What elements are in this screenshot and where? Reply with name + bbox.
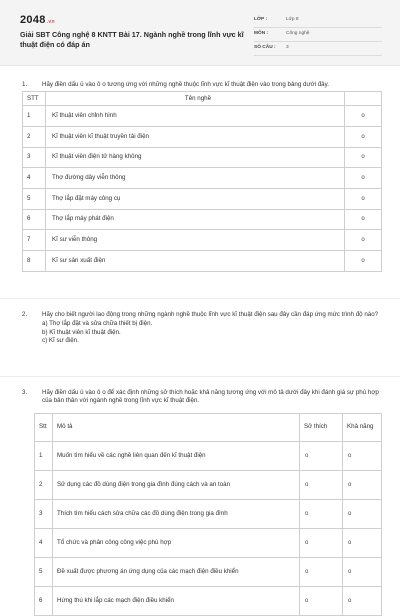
question-2	[22, 311, 382, 345]
column-header-stt: Stt	[35, 413, 53, 441]
row-number: 6	[23, 209, 46, 230]
empty-box-icon: o	[361, 195, 365, 202]
column-header-name: Tên nghề	[46, 92, 345, 106]
description: Tổ chức và phân công công việc phù hợp	[53, 528, 300, 557]
check-box[interactable]	[345, 189, 382, 210]
empty-box-icon: o	[348, 597, 352, 604]
ability-check-box[interactable]	[343, 470, 382, 499]
row-number: 4	[35, 528, 53, 557]
job-name: Thợ đường dây viễn thông	[46, 168, 345, 189]
check-box[interactable]	[345, 230, 382, 251]
row-number: 2	[35, 470, 53, 499]
job-name: Kĩ thuật viên chỉnh hình	[46, 106, 345, 127]
empty-box-icon: o	[361, 216, 365, 223]
row-number: 5	[35, 557, 53, 586]
column-header-stt: STT	[23, 92, 46, 106]
question-text: Hãy cho biết người lao động trong những ngành nghề thuộc lĩnh vực kĩ thuật điện sau đây cần đáp ứng mức trình độ nào?	[42, 311, 379, 318]
question-1	[22, 81, 382, 272]
check-box[interactable]	[345, 168, 382, 189]
row-number: 7	[23, 230, 46, 251]
empty-box-icon: o	[305, 510, 309, 517]
table-row	[35, 586, 382, 615]
meta-row-class	[254, 14, 382, 28]
empty-box-icon: o	[361, 113, 365, 120]
table-row	[35, 557, 382, 586]
table-row	[23, 209, 382, 230]
check-box[interactable]	[345, 147, 382, 168]
row-number: 1	[35, 441, 53, 470]
question-number: 3.	[22, 389, 28, 396]
question-number: 2.	[22, 311, 28, 318]
description: Hứng thú khi lắp các mạch điện điều khiển	[53, 586, 300, 615]
column-header-check	[345, 92, 382, 106]
empty-box-icon: o	[348, 568, 352, 575]
column-header-description: Mô tả	[53, 413, 300, 441]
question-3-table	[34, 413, 382, 616]
row-number: 1	[23, 106, 46, 127]
empty-box-icon: o	[361, 175, 365, 182]
job-name: Kĩ sư sản xuất điện	[46, 251, 345, 272]
ability-check-box[interactable]	[343, 499, 382, 528]
check-box[interactable]	[345, 106, 382, 127]
table-row	[35, 499, 382, 528]
description: Đề xuất được phương án ứng dụng của các mạch điện điều khiển	[53, 557, 300, 586]
table-row	[23, 189, 382, 210]
empty-box-icon: o	[305, 597, 309, 604]
answer-item: a) Thợ lắp đặt và sửa chữa thiết bị điện.	[42, 320, 153, 328]
question-3	[22, 389, 382, 616]
document-header	[0, 0, 400, 66]
job-name: Kĩ thuật viên kĩ thuật truyền tải điện	[46, 127, 345, 148]
meta-row-subject	[254, 28, 382, 42]
meta-value: Lớp 8	[286, 17, 299, 23]
hobby-check-box[interactable]	[300, 499, 343, 528]
table-row	[35, 441, 382, 470]
ability-check-box[interactable]	[343, 528, 382, 557]
table-header-row	[35, 413, 382, 441]
table-row	[23, 168, 382, 189]
empty-box-icon: o	[361, 154, 365, 161]
description: Thích tìm hiểu cách sửa chữa các đồ dùng điện trong gia đình	[53, 499, 300, 528]
meta-label: MÔN :	[254, 31, 269, 37]
table-row	[23, 127, 382, 148]
hobby-check-box[interactable]	[300, 557, 343, 586]
meta-row-count	[254, 42, 382, 56]
row-number: 3	[23, 147, 46, 168]
check-box[interactable]	[345, 127, 382, 148]
hobby-check-box[interactable]	[300, 528, 343, 557]
section-divider	[0, 298, 400, 299]
question-number: 1.	[22, 81, 28, 88]
ability-check-box[interactable]	[343, 441, 382, 470]
table-row	[23, 147, 382, 168]
table-row	[23, 230, 382, 251]
row-number: 8	[23, 251, 46, 272]
meta-label: LỚP :	[254, 17, 268, 23]
job-name: Thợ lắp đặt máy công cụ	[46, 189, 345, 210]
hobby-check-box[interactable]	[300, 470, 343, 499]
empty-box-icon: o	[305, 452, 309, 459]
empty-box-icon: o	[305, 568, 309, 575]
question-text: Hãy điền dấu ü vào ô o để xác định những sở thích hoặc khả năng tương ứng với mô tả dưới đây khi đánh giá sự phù hợp của bản thân với ngành nghề trong lĩnh vực kĩ thuật điện.	[42, 389, 379, 405]
question-text: Hãy điền dấu ü vào ô o tương ứng với những nghề thuộc lĩnh vực kĩ thuật điện vào trong bảng dưới đây.	[42, 81, 329, 88]
site-logo[interactable]	[20, 13, 55, 28]
logo-text: 2048	[20, 14, 46, 26]
meta-info	[254, 14, 382, 56]
meta-label: SỐ CÂU :	[254, 45, 276, 51]
empty-box-icon: o	[361, 133, 365, 140]
answer-item: b) Kĩ thuật viên kĩ thuật điện.	[42, 328, 121, 336]
table-row	[23, 106, 382, 127]
hobby-check-box[interactable]	[300, 441, 343, 470]
row-number: 2	[23, 127, 46, 148]
meta-value: Công nghệ	[286, 31, 310, 37]
check-box[interactable]	[345, 251, 382, 272]
empty-box-icon: o	[305, 481, 309, 488]
row-number: 3	[35, 499, 53, 528]
empty-box-icon: o	[361, 257, 365, 264]
empty-box-icon: o	[348, 510, 352, 517]
table-header-row	[23, 92, 382, 106]
hobby-check-box[interactable]	[300, 586, 343, 615]
empty-box-icon: o	[348, 452, 352, 459]
meta-value: 3	[286, 45, 289, 51]
column-header-ability: Khả năng	[343, 413, 382, 441]
row-number: 5	[23, 189, 46, 210]
job-name: Thợ lắp máy phát điện	[46, 209, 345, 230]
logo-suffix: .vn	[46, 19, 55, 25]
row-number: 4	[23, 168, 46, 189]
question-1-table	[22, 91, 382, 272]
answer-list	[42, 320, 382, 345]
empty-box-icon: o	[348, 481, 352, 488]
section-divider	[0, 376, 400, 377]
column-header-hobby: Sở thích	[300, 413, 343, 441]
check-box[interactable]	[345, 209, 382, 230]
table-row	[35, 528, 382, 557]
empty-box-icon: o	[305, 539, 309, 546]
description: Sử dụng các đồ dùng điện trong gia đình đúng cách và an toàn	[53, 470, 300, 499]
row-number: 6	[35, 586, 53, 615]
ability-check-box[interactable]	[343, 557, 382, 586]
page-title: Giải SBT Công nghệ 8 KNTT Bài 17. Ngành nghề trong lĩnh vực kĩ thuật điện có đáp án	[20, 30, 244, 50]
table-row	[35, 470, 382, 499]
ability-check-box[interactable]	[343, 586, 382, 615]
empty-box-icon: o	[348, 539, 352, 546]
empty-box-icon: o	[361, 237, 365, 244]
job-name: Kĩ thuật viên điện tử hàng không	[46, 147, 345, 168]
answer-item: c) Kĩ sư điện.	[42, 337, 79, 345]
table-row	[23, 251, 382, 272]
description: Muốn tìm hiểu về các nghề liên quan đến kĩ thuật điện	[53, 441, 300, 470]
job-name: Kĩ sư viễn thông	[46, 230, 345, 251]
